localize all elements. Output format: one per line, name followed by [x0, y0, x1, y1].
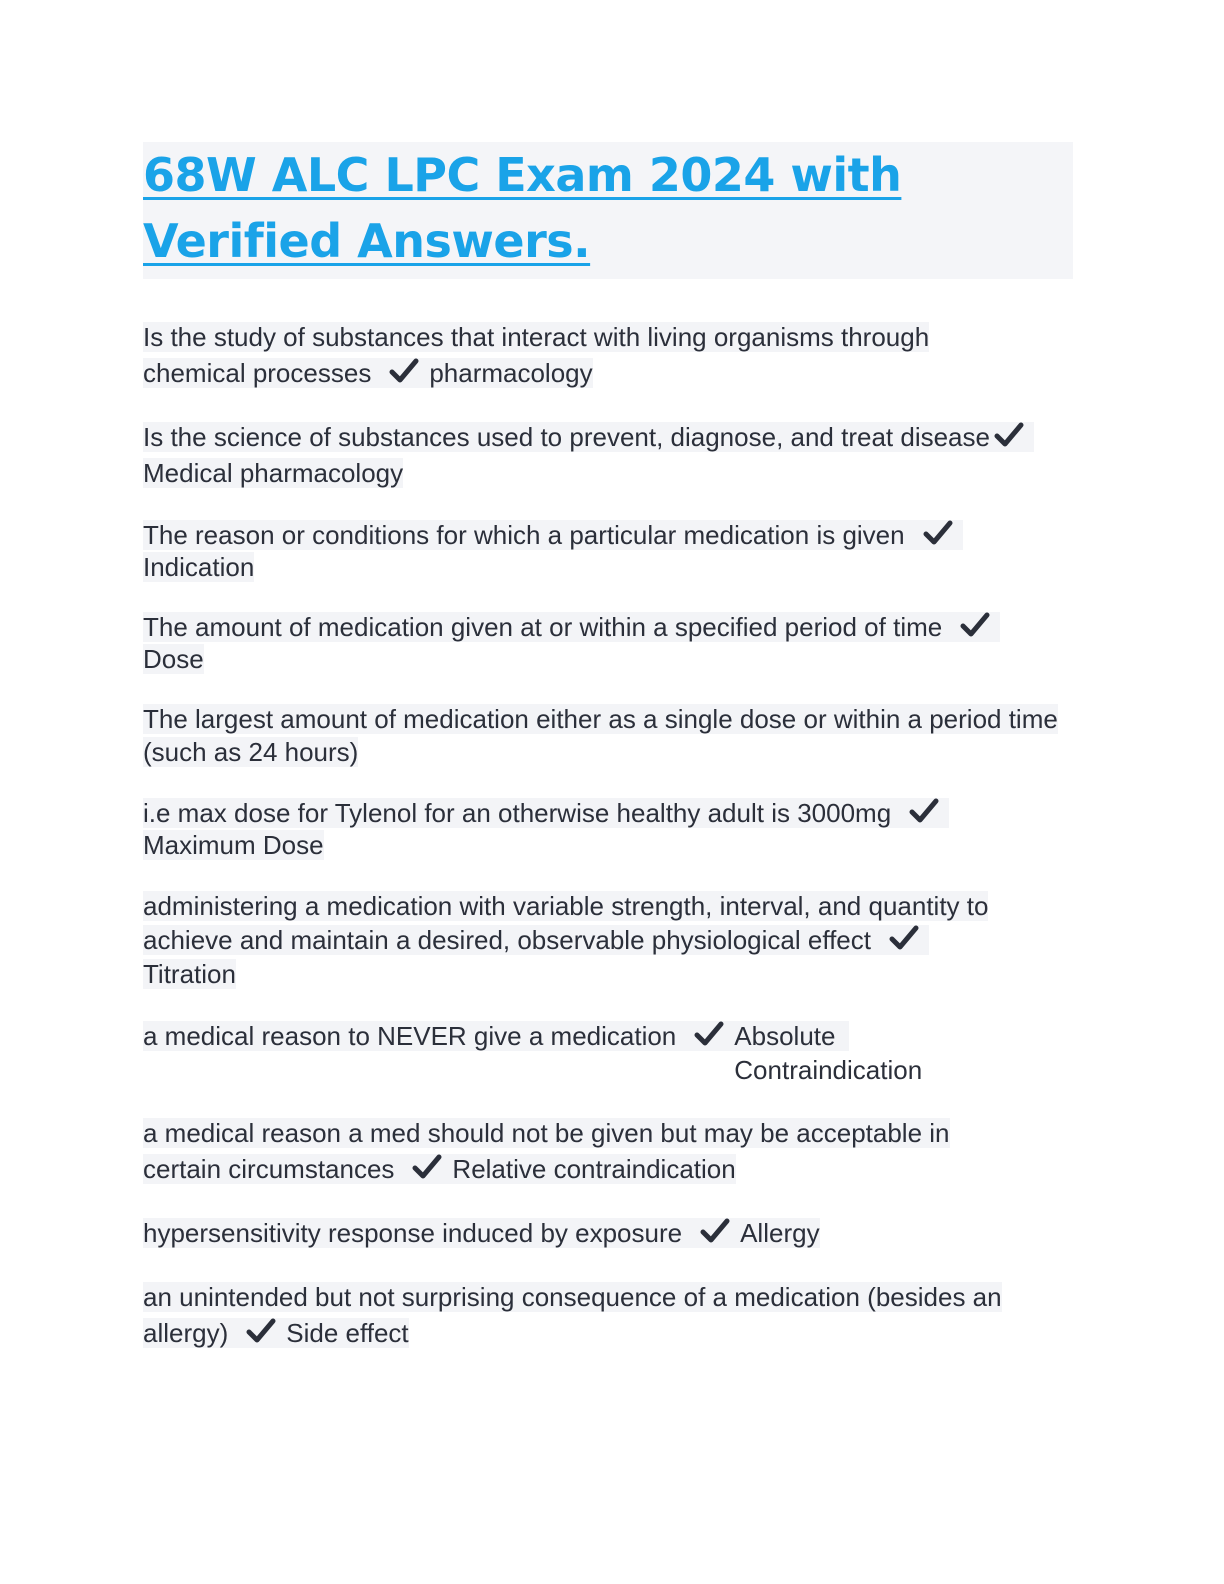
answer-text: Maximum Dose: [143, 830, 324, 860]
answer-text: Titration: [143, 959, 236, 989]
question-text: an unintended but not surprising consequence of a medication (besides an allergy): [143, 1282, 1002, 1348]
title-block: [143, 142, 1073, 279]
question-text: administering a medication with variable strength, interval, and quantity to achieve and maintain a desired, observable physiological effect: [143, 891, 989, 955]
qa-item: [143, 889, 1063, 991]
check-mark-icon: [389, 357, 419, 385]
question-text: Is the science of substances used to prevent, diagnose, and treat disease: [143, 422, 990, 452]
check-mark-icon: [960, 611, 990, 639]
check-mark-icon: [694, 1020, 724, 1048]
document-page: [143, 142, 1083, 1379]
answer-text: Medical pharmacology: [143, 458, 404, 488]
qa-item: [143, 703, 1073, 769]
qa-item: [143, 1019, 1073, 1087]
answer-text: Indication: [143, 552, 255, 582]
answer-text: Allergy: [740, 1218, 820, 1248]
check-mark-icon: [889, 924, 919, 952]
check-mark-icon: [700, 1217, 730, 1245]
answer-text: Dose: [143, 644, 204, 674]
question-text: a medical reason a med should not be given but may be acceptable in certain circumstances: [143, 1118, 950, 1184]
check-mark-icon: [909, 797, 939, 825]
qa-item: [143, 611, 1073, 675]
answer-text: Relative contraindication: [452, 1154, 736, 1184]
question-text: i.e max dose for Tylenol for an otherwise healthy adult is 3000mg: [143, 798, 892, 828]
qa-item: [143, 419, 1053, 491]
question-text: The largest amount of medication either as a single dose or within a period time (such as 24 hours): [143, 704, 1058, 767]
question-text: a medical reason to NEVER give a medication: [143, 1021, 677, 1051]
question-text: The reason or conditions for which a particular medication is given: [143, 520, 905, 550]
qa-item: [143, 1115, 1023, 1187]
qa-item: [143, 519, 1073, 583]
question-text: The amount of medication given at or within a specified period of time: [143, 612, 943, 642]
answer-text: Absolute Contraindication: [734, 1021, 923, 1085]
qa-item: [143, 797, 1073, 861]
check-mark-icon: [923, 519, 953, 547]
question-text: hypersensitivity response induced by exposure: [143, 1218, 683, 1248]
document-title[interactable]: 68W ALC LPC Exam 2024 with Verified Answers.: [143, 148, 902, 268]
answer-text: Side effect: [286, 1318, 409, 1348]
check-mark-icon: [246, 1317, 276, 1345]
qa-item: [143, 319, 993, 391]
qa-item: [143, 1215, 1073, 1251]
check-mark-icon: [412, 1153, 442, 1181]
qa-item: [143, 1279, 1073, 1351]
answer-text: pharmacology: [429, 358, 593, 388]
question-text: Is the study of substances that interact with living organisms through chemical processes: [143, 322, 930, 388]
check-mark-icon: [994, 421, 1024, 449]
